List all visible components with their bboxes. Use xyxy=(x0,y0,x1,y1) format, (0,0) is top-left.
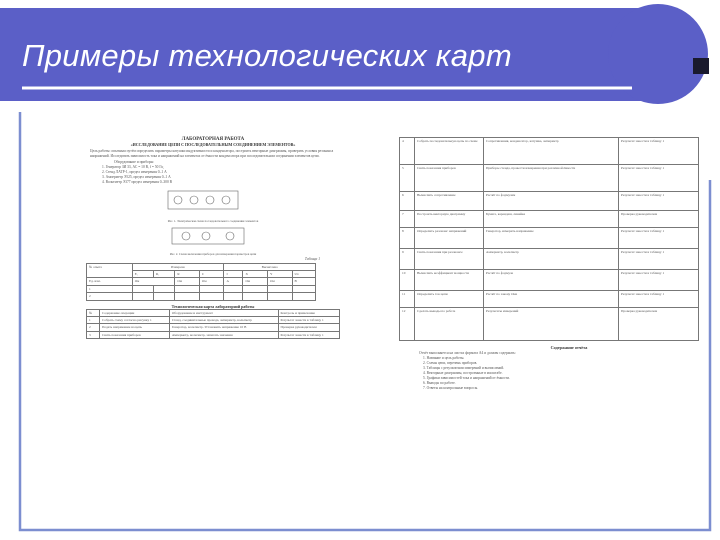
lab-heading: ЛАБОРАТОРНАЯ РАБОТА xyxy=(181,137,245,142)
slide-title: Примеры технологических карт xyxy=(22,38,512,73)
table-cell: 5 xyxy=(400,165,415,192)
table-cell: 11 xyxy=(400,291,415,308)
table-row xyxy=(400,270,699,291)
report-title: Содержание отчёта xyxy=(550,345,588,350)
report-item: 2. Схемы цепи, перечень приборов. xyxy=(423,361,478,366)
report-item: 6. Выводы по работе. xyxy=(423,381,456,386)
table-row xyxy=(87,331,340,338)
table-cell: Собрать последовательную цепь по схеме xyxy=(415,138,484,165)
table-cell: Расчёт по формуле xyxy=(484,270,619,291)
table-cell: Собрать схему согласно рисунку 1 xyxy=(100,317,170,324)
table-cell: Проверка руководителем xyxy=(278,324,339,331)
equipment-title: Оборудование и приборы: xyxy=(114,160,155,165)
table-row xyxy=(87,317,340,324)
report-item: 1. Название и цель работы. xyxy=(423,356,465,361)
table-cell: Подать напряжение на цепь xyxy=(100,324,170,331)
table-cell: Результаты измерений xyxy=(484,308,619,341)
circuit-diagram-1 xyxy=(82,185,344,219)
table-cell: № xyxy=(87,309,100,316)
tech-card-table-continued xyxy=(399,137,699,341)
table-cell: 3 xyxy=(87,331,100,338)
table-cell: Вычислено xyxy=(224,263,316,270)
table-cell: Сопротивления, конденсатор, катушка, амперметр xyxy=(484,138,619,165)
report-item: 3. Таблицы с результатами измерений и вычислений. xyxy=(423,366,505,371)
equipment-item: 2. Стенд ЛАТР-1, предел измерения 0–1 А xyxy=(102,170,167,175)
table-row xyxy=(87,293,316,300)
table-row xyxy=(400,211,699,228)
table-cell: 10 xyxy=(400,270,415,291)
equipment-item: 1. Генератор ЗИ 33, АС = 10 В, f = 50 Гц xyxy=(102,165,164,170)
table-row xyxy=(400,291,699,308)
lab-paragraph: Цель работы: опытным путём определить параметры катушки индуктивности и конденсатора, построить векторные диаграммы, проверить условия резонанса напряжений. Исследовать зависимость тока и напряжений на элементах от ёмкости конденсатора при последовательном соединении элементов цепи. xyxy=(90,149,334,159)
table-cell: Амперметр, вольтметр, записать значения xyxy=(169,331,278,338)
table-row xyxy=(87,309,340,316)
table-cell: C xyxy=(199,270,224,277)
table-cell: Расчёт по формулам xyxy=(484,192,619,211)
table-cell: Результат занести в таблицу 1 xyxy=(619,138,699,165)
table-cell: Ом xyxy=(199,278,224,285)
table-cell: I xyxy=(224,270,243,277)
table-cell: 9 xyxy=(400,249,415,270)
table-cell: Снять показания при резонансе xyxy=(415,249,484,270)
table-cell: В xyxy=(292,278,315,285)
table-cell: № опыта xyxy=(87,263,133,278)
measurement-table xyxy=(86,263,316,301)
table-cell: Генератор, вольтметр. Установить напряжение 10 В xyxy=(169,324,278,331)
report-list xyxy=(423,356,699,391)
table-row xyxy=(400,249,699,270)
table-cell: 2 xyxy=(87,293,133,300)
tech-card-table xyxy=(86,309,340,340)
table-cell: Снять показания приборов xyxy=(415,165,484,192)
table-cell: R₁ xyxy=(153,270,175,277)
table-cell: Приборы стенда, провести измерения при различной ёмкости xyxy=(484,165,619,192)
lab-subheading: «ИССЛЕДОВАНИЕ ЦЕПИ С ПОСЛЕДОВАТЕЛЬНЫМ СОЕДИНЕНИЕМ ЭЛЕМЕНТОВ» xyxy=(130,142,296,147)
table-cell: Ом xyxy=(268,278,293,285)
table-cell: Определить резонанс напряжений xyxy=(415,228,484,249)
table-row xyxy=(400,165,699,192)
table-cell: Стенд, соединительные провода, амперметр, вольтметр xyxy=(169,317,278,324)
table-cell: Y xyxy=(268,270,293,277)
table-cell: Измерено xyxy=(132,263,224,270)
table-cell: Вычислить коэффициент мощности xyxy=(415,270,484,291)
table-cell: Ом xyxy=(243,278,268,285)
table-cell: Ux xyxy=(292,270,315,277)
table-cell: Результат занести в таблицу 1 xyxy=(619,249,699,270)
table-cell: 7 xyxy=(400,211,415,228)
figure-1-caption: Рис. 1. Электрическая схема последовательного соединения элементов xyxy=(167,219,259,224)
table-cell: Построить векторную диаграмму xyxy=(415,211,484,228)
table-cell: Сделать выводы по работе xyxy=(415,308,484,341)
table-row xyxy=(400,192,699,211)
table-cell: R xyxy=(175,270,200,277)
report-item: 7. Ответы на контрольные вопросы. xyxy=(423,386,479,391)
table-cell: Вычислить сопротивление xyxy=(415,192,484,211)
table-cell: Проверка руководителем xyxy=(619,211,699,228)
table-cell: Результат занести в таблицу 1 xyxy=(619,228,699,249)
tech-card-title: Технологическая карта лабораторной работы xyxy=(171,303,255,309)
document-right xyxy=(399,133,699,495)
table-cell: Результат занести в таблицу 1 xyxy=(278,331,339,338)
table-cell: 6 xyxy=(400,192,415,211)
table-cell: E₁ xyxy=(132,270,153,277)
table-1-label: Таблица 1 xyxy=(304,257,320,262)
table-cell: Амперметр, вольтметр xyxy=(484,249,619,270)
corner-accent xyxy=(693,58,709,74)
table-cell: X xyxy=(243,270,268,277)
table-cell: Бумага, карандаш, линейка xyxy=(484,211,619,228)
figure-2-caption: Рис. 2. Схема включения приборов для измерения параметров цепи xyxy=(169,252,257,257)
table-row xyxy=(87,285,316,292)
table-cell: Ом xyxy=(132,278,175,285)
table-cell: Оборудование и инструмент xyxy=(169,309,278,316)
table-cell: Результат занести в таблицу 1 xyxy=(619,165,699,192)
table-cell: Расчёт по закону Ома xyxy=(484,291,619,308)
table-cell: 2 xyxy=(87,324,100,331)
table-cell: Ед. изм. xyxy=(87,278,133,285)
equipment-item: 3. Амперметр Э525, предел измерения 0–1 А xyxy=(102,175,171,180)
table-cell: 8 xyxy=(400,228,415,249)
table-cell: Определить ток цепи xyxy=(415,291,484,308)
table-cell: А xyxy=(224,278,243,285)
table-cell: Ом xyxy=(175,278,200,285)
table-cell: 4 xyxy=(400,138,415,165)
table-cell: 1 xyxy=(87,285,133,292)
table-cell: Результат занести в таблицу 1 xyxy=(619,291,699,308)
table-cell: Контроль и примечание xyxy=(278,309,339,316)
table-cell: Содержание операции xyxy=(100,309,170,316)
table-cell: 1 xyxy=(87,317,100,324)
table-cell: Генератор, измерить напряжение xyxy=(484,228,619,249)
table-cell: Проверка руководителем xyxy=(619,308,699,341)
table-row xyxy=(87,324,340,331)
table-cell: Результат занести в таблицу 1 xyxy=(619,270,699,291)
circuit-diagram-2 xyxy=(82,224,344,252)
table-cell: Результат занести в таблицу 1 xyxy=(278,317,339,324)
report-item: 5. Графики зависимостей тока и напряжений от ёмкости. xyxy=(423,376,510,381)
equipment-list xyxy=(102,165,344,185)
table-cell: Результат занести в таблицу 1 xyxy=(619,192,699,211)
table-cell: 12 xyxy=(400,308,415,341)
table-row xyxy=(400,308,699,341)
equipment-item: 4. Вольтметр Э377 предел измерения 0–300 В xyxy=(102,180,173,185)
report-item: 4. Векторные диаграммы, построенные в масштабе. xyxy=(423,371,503,376)
table-row xyxy=(87,263,316,270)
report-intro: Отчёт выполняется на листах формата А4 и должен содержать: xyxy=(419,351,516,355)
table-row xyxy=(400,228,699,249)
table-row xyxy=(400,138,699,165)
document-left xyxy=(82,133,344,445)
table-cell: Снять показания приборов xyxy=(100,331,170,338)
table-row xyxy=(87,278,316,285)
